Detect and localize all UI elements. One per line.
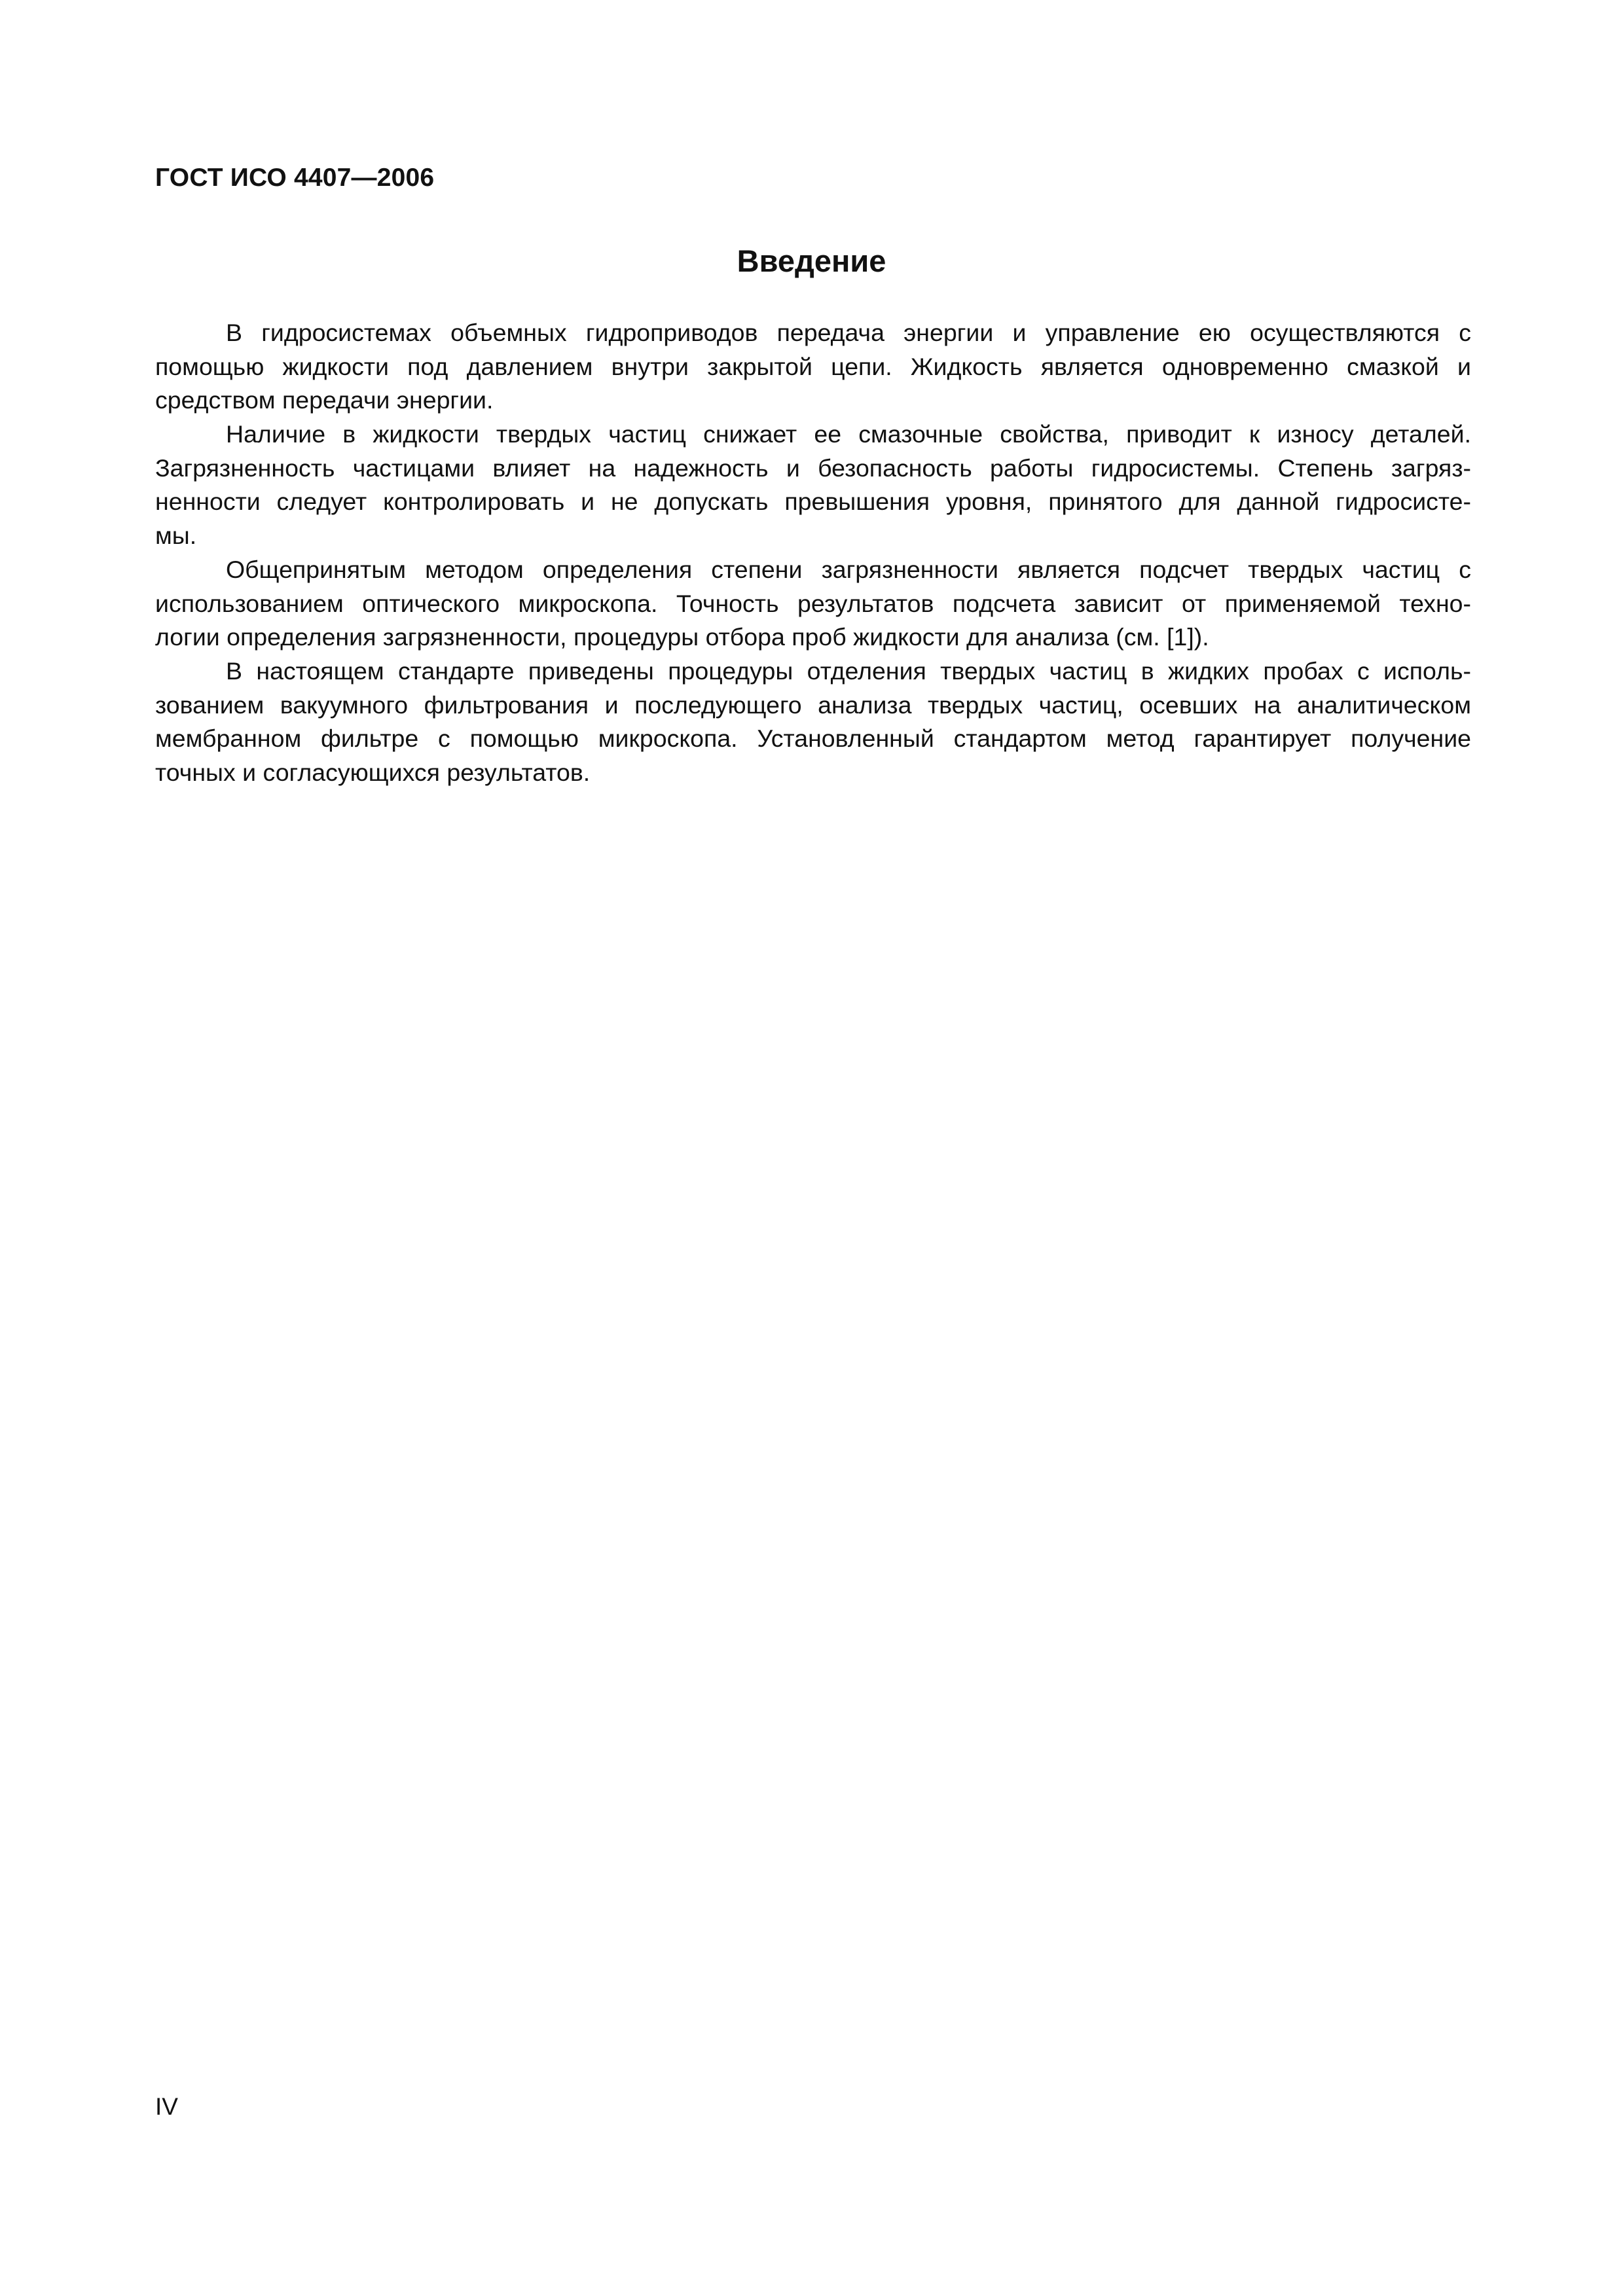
paragraph-line: В гидросистемах объемных гидроприводов передача энергии и управление ею осуществляются с	[226, 319, 1471, 346]
paragraph-line: помощью жидкости под давлением внутри закрытой цепи. Жидкость является одновременно смазкой и	[155, 352, 1471, 380]
paragraph-line: Загрязненность частицами влияет на надежность и безопасность работы гидросистемы. Степень загряз-	[155, 454, 1471, 482]
section-title: Введение	[737, 243, 886, 278]
body-text	[155, 316, 1471, 790]
paragraph-3	[155, 553, 1471, 655]
paragraph-line: мембранном фильтре с помощью микроскопа. Установленный стандартом метод гарантирует получение	[155, 725, 1471, 753]
page-number: IV	[155, 2093, 178, 2120]
paragraph-line: точных и согласующихся результатов.	[155, 758, 591, 786]
paragraph-line: зованием вакуумного фильтрования и последующего анализа твердых частиц, осевших на аналитическом	[155, 691, 1471, 719]
paragraph-line: Наличие в жидкости твердых частиц снижает ее смазочные свойства, приводит к износу деталей.	[226, 420, 1471, 448]
paragraph-4	[155, 655, 1471, 790]
document-code-header: ГОСТ ИСО 4407—2006	[155, 164, 435, 192]
paragraph-line: использованием оптического микроскопа. Точность результатов подсчета зависит от применяемой техно-	[155, 589, 1471, 617]
paragraph-line: Общепринятым методом определения степени загрязненности является подсчет твердых частиц с	[226, 555, 1471, 583]
paragraph-line: средством передачи энергии.	[155, 386, 494, 414]
paragraph-line: ненности следует контролировать и не допускать превышения уровня, принятого для данной гидросисте-	[155, 488, 1471, 516]
paragraph-line: В настоящем стандарте приведены процедуры отделения твердых частиц в жидких пробах с исполь-	[226, 656, 1471, 685]
paragraph-1	[155, 316, 1471, 418]
paragraph-line: мы.	[155, 522, 197, 550]
paragraph-line: логии определения загрязненности, процедуры отбора проб жидкости для анализа (см. [1]).	[155, 623, 1209, 651]
paragraph-2	[155, 418, 1471, 553]
